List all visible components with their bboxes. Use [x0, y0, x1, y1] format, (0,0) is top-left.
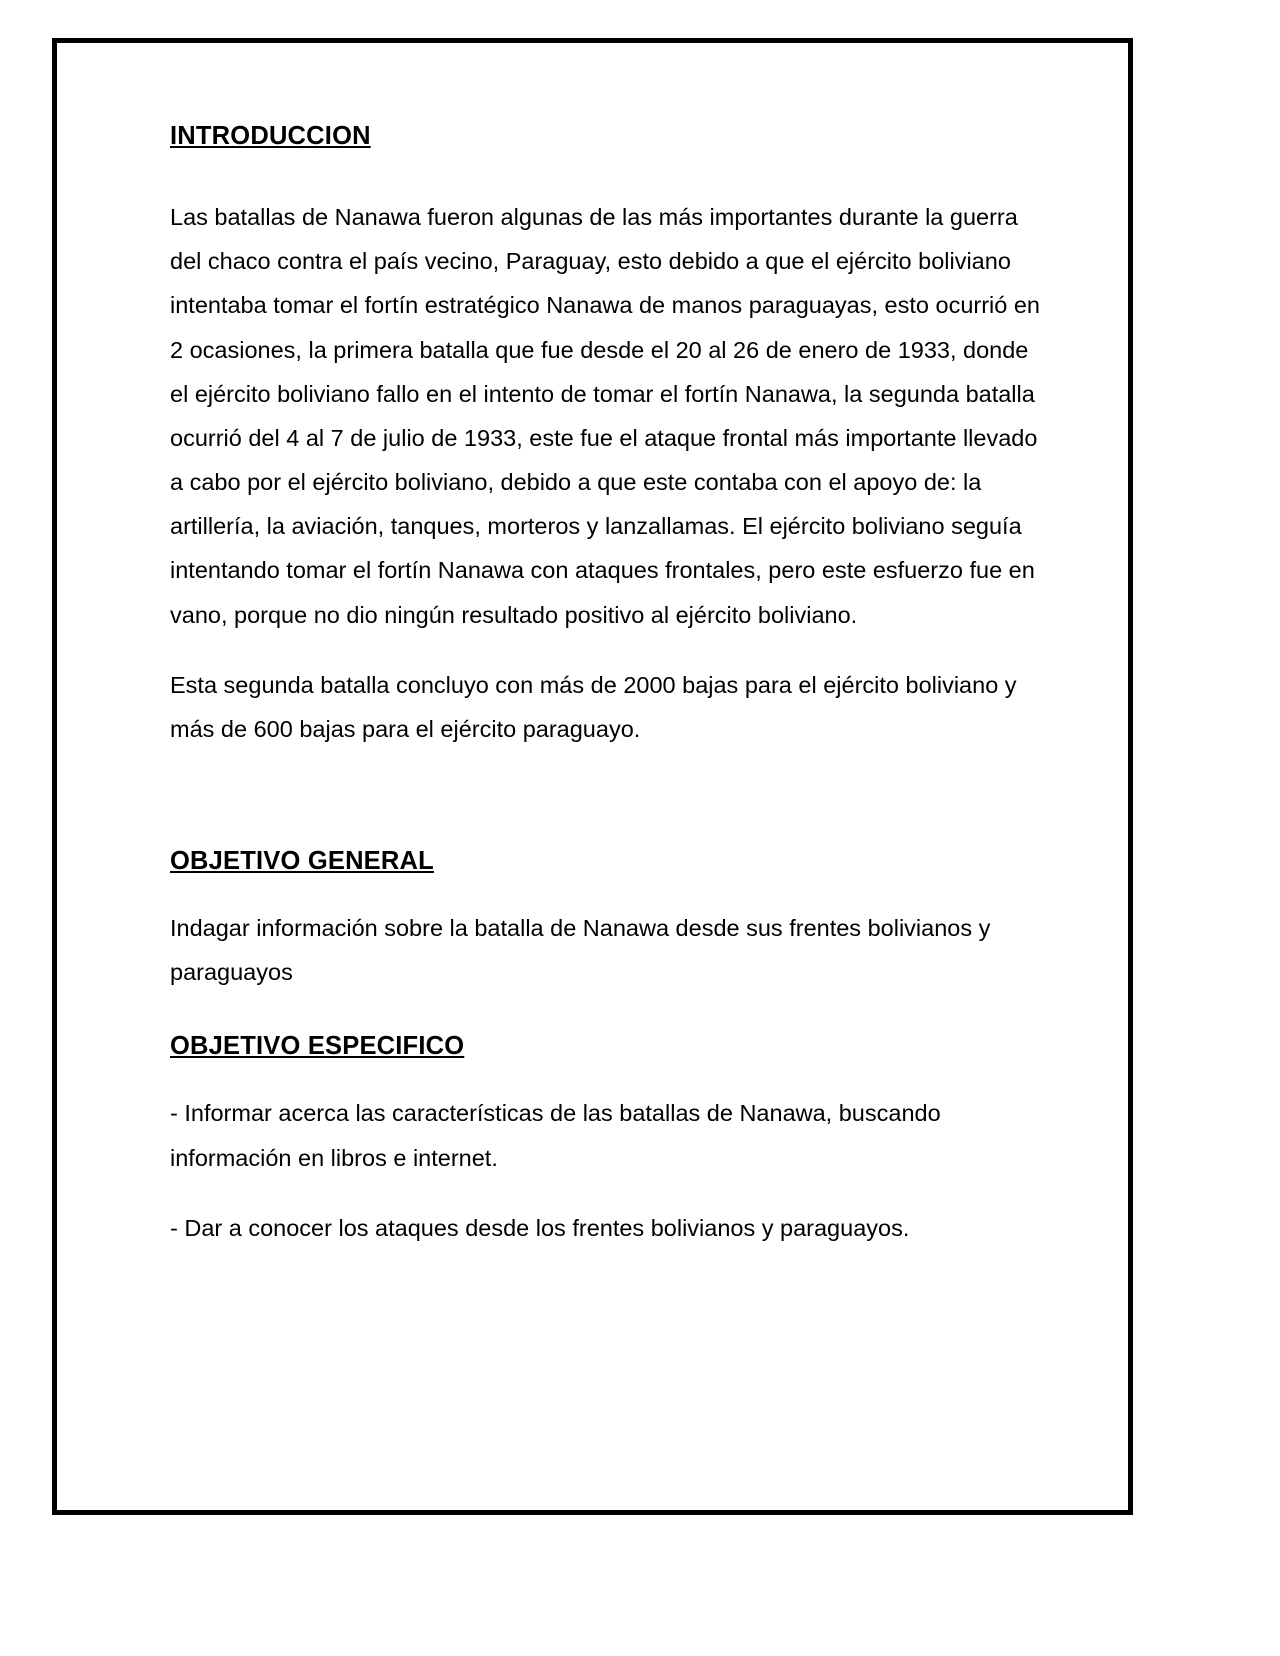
- spacer: [170, 994, 1050, 1032]
- heading-objetivo-general: OBJETIVO GENERAL: [170, 847, 434, 876]
- paragraph-objetivo-especifico-1: - Informar acerca las características de las batallas de Nanawa, buscando información en libros e internet.: [170, 1100, 941, 1171]
- spacer: [170, 1180, 1050, 1206]
- heading-introduccion: INTRODUCCION: [170, 122, 371, 150]
- paragraph-introduccion-1: Las batallas de Nanawa fueron algunas de las más importantes durante la guerra del chaco contra el país vecino, Paraguay, esto debido a que el ejército boliviano intentaba tomar el fortín estratégico Nanawa de manos paraguayas, esto ocurrió en 2 ocasiones, la primera batalla que fue desde el 20 al 26 de enero de 1933, donde el ejército boliviano fallo en el intento de tomar el fortín Nanawa, la segunda batalla ocurrió del 4 al 7 de julio de 1933, este fue el ataque frontal más importante llevado a cabo por el ejército boliviano, debido a que este contaba con el apoyo de: la artillería, la aviación, tanques, morteros y lanzallamas. El ejército boliviano seguía intentando tomar el fortín Nanawa con ataques frontales, pero este esfuerzo fue en vano, porque no dio ningún resultado positivo al ejército boliviano.: [170, 204, 1041, 628]
- heading-objetivo-especifico: OBJETIVO ESPECIFICO: [170, 1032, 465, 1061]
- spacer: [170, 751, 1050, 847]
- paragraph-objetivo-general-1: Indagar información sobre la batalla de Nanawa desde sus frentes bolivianos y paraguayos: [170, 915, 991, 986]
- spacer: [170, 637, 1050, 663]
- spacer: [170, 151, 1050, 195]
- spacer: [170, 876, 1050, 906]
- spacer: [170, 1061, 1050, 1091]
- paragraph-introduccion-2: Esta segunda batalla concluyo con más de 2000 bajas para el ejército boliviano y más de 600 bajas para el ejército paraguayo.: [170, 671, 1017, 742]
- document-content: [170, 122, 1050, 1250]
- paragraph-objetivo-especifico-2: - Dar a conocer los ataques desde los frentes bolivianos y paraguayos.: [170, 1214, 910, 1241]
